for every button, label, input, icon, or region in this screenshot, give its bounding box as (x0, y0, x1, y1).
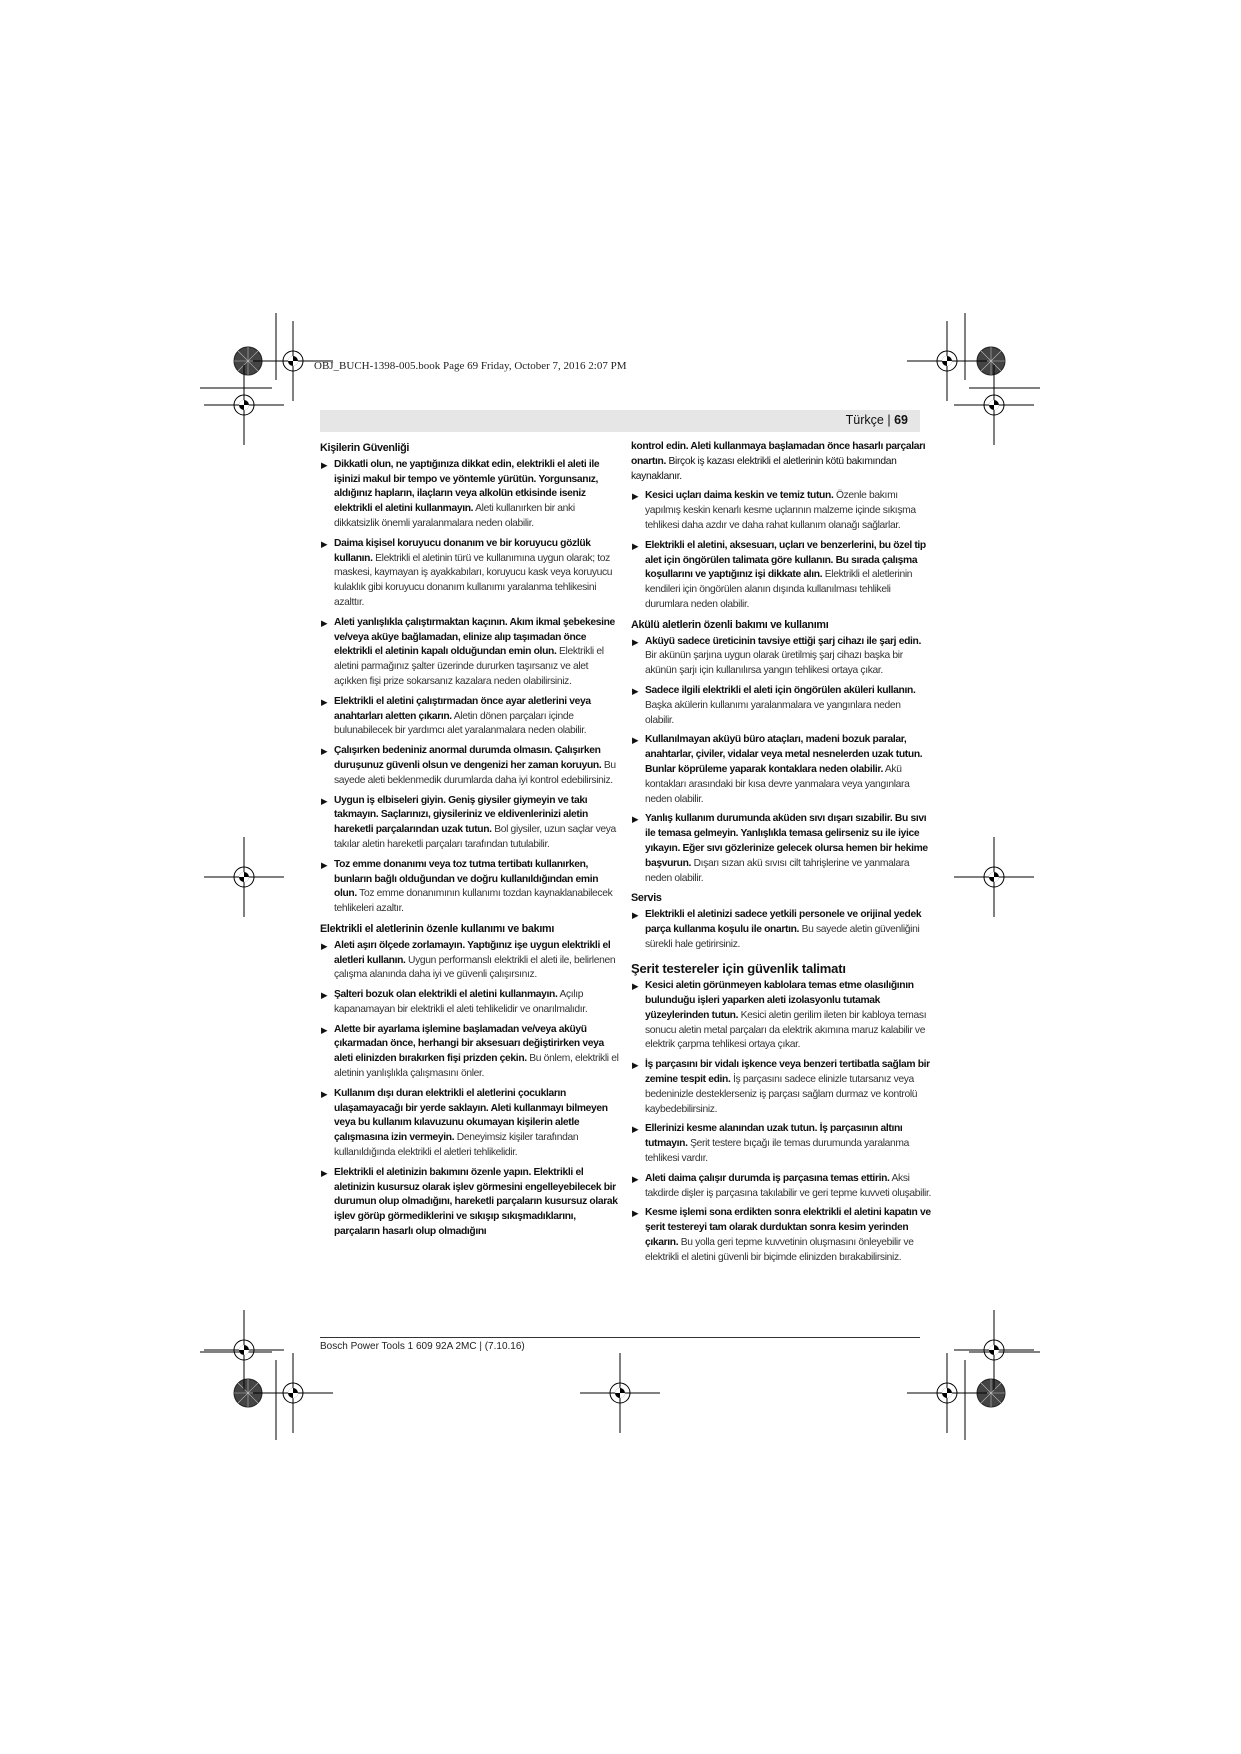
header-separator: | (887, 413, 891, 427)
footer-rule (320, 1337, 920, 1338)
list-item: ▶ Aleti daima çalışır durumda iş parçasına temas ettirin. Aksi takdirde dişler iş parçasına takılabilir ve geri tepme kuvveti oluşabilir. (632, 1172, 932, 1199)
list-item: ▶ Elektrikli el aletinizi sadece yetkili personele ve orijinal yedek parça kullanma koşulu ile onartın. Bu sayede aletin güvenliğini sürekli hale getirirsiniz. (632, 909, 922, 950)
bullet-arrow-icon: ▶ (632, 1173, 639, 1184)
bullet-arrow-icon: ▶ (321, 617, 328, 628)
bullet-arrow-icon: ▶ (321, 795, 328, 806)
list-item: ▶ Toz emme donanımı veya toz tutma tertibatı kullanırken, bunların bağlı olduğundan ve doğru kullanıldığından emin olun. Toz emme donanımının kullanımı tozdan kaynaklanabilecek tehlikeleri azaltır. (321, 858, 613, 915)
bullet-arrow-icon: ▶ (632, 1060, 639, 1071)
list-item: ▶ Aküyü sadece üreticinin tavsiye ettiği şarj cihazı ile şarj edin. Bir akünün şarjına uygun olarak üretilmiş şarj cihazı başka bir akünün şarjı için kullanılırsa yangın tehlikesi ortaya çıkar. (632, 635, 921, 677)
list-item: ▶ Şalteri bozuk olan elektrikli el aletini kullanmayın. Açılıp kapanamayan bir elektrikli el aleti tehlikelidir ve onarılmalıdır. (321, 989, 588, 1015)
book-info: OBJ_BUCH-1398-005.book Page 69 Friday, October 7, 2016 2:07 PM (314, 360, 627, 372)
list-item: ▶ Aleti yanlışlıkla çalıştırmaktan kaçının. Akım ikmal şebekesine ve/veya aküye bağlamadan, elinize alıp taşımadan önce elektrikli el aletinin kapalı olduğundan emin olun. Elektrikli el aletini parmağınız şalter üzerinde dururken taşırsanız ve alet açıkken fişi prize sokarsanız kazalara neden olabilirsiniz. (321, 616, 615, 687)
left-column (320, 440, 620, 1245)
list-item: ▶ Elektrikli el aletini çalıştırmadan önce ayar aletlerini veya anahtarları aletten çıkarın. Aletin dönen parçaları içinde bulunabilecek bir yardımcı alet yaralanmalara neden olabilir. (321, 695, 591, 737)
bullet-arrow-icon: ▶ (632, 685, 639, 696)
list-item: ▶ Aleti aşırı ölçede zorlamayın. Yaptığınız işe uygun elektrikli el aletleri kullanın. Uygun performanslı elektrikli el aleti ile, belirlenen çalışma alanında daha iyi ve güvenli çalışırsınız. (321, 939, 616, 981)
heading-service: Servis (631, 892, 662, 905)
bullet-arrow-icon: ▶ (321, 859, 328, 870)
page-header (320, 410, 920, 432)
list-item: ▶ Alette bir ayarlama işlemine başlamadan ve/veya aküyü çıkarmadan önce, herhangi bir aksesuarı değiştirirken veya aleti elinizden bırakırken fişi prizden çekin. Bu önlem, elektrikli el aletinin yanlışlıkla çalışmasını önler. (321, 1023, 619, 1080)
bullet-arrow-icon: ▶ (321, 459, 328, 470)
bullet-arrow-icon: ▶ (632, 814, 639, 825)
bullet-arrow-icon: ▶ (321, 1024, 328, 1035)
list-item: ▶ Elektrikli el aletini, aksesuarı, uçları ve benzerlerini, bu özel tip alet için öngörülen talimata göre kullanın. Bu sırada çalışma koşullarını ve yaptığınız işi dikkate alın. Elektrikli el aletlerinin kendileri için öngörülen alanın dışında kullanılması tehlikeli durumlara neden olabilir. (632, 539, 926, 610)
bullet-arrow-icon: ▶ (632, 1208, 639, 1219)
bullet-arrow-icon: ▶ (632, 981, 639, 992)
bullet-arrow-icon: ▶ (321, 746, 328, 757)
header-language: Türkçe (845, 413, 884, 427)
bullet-arrow-icon: ▶ (321, 940, 328, 951)
list-item: ▶ Çalışırken bedeniniz anormal durumda olmasın. Çalışırken duruşunuz güvenli olsun ve dengenizi her zaman koruyun. Bu sayede aleti beklenmedik durumlarda daha iyi kontrol edebilirsiniz. (321, 745, 616, 786)
bullet-arrow-icon: ▶ (632, 735, 639, 746)
bullet-arrow-icon: ▶ (632, 1124, 639, 1135)
list-item: ▶ Uygun iş elbiseleri giyin. Geniş giysiler giymeyin ve takı takmayın. Saçlarınızı, giysileriniz ve eldivenlerinizi aletin hareketli parçalarından uzak tutun. Bol giysiler, uzun saçlar veya takılar aletin hareketli parçaları tarafından tutulabilir. (321, 794, 616, 850)
bullet-arrow-icon: ▶ (632, 540, 639, 551)
list-item: ▶ Yanlış kullanım durumunda aküden sıvı dışarı sızabilir. Bu sıvı ile temasa gelmeyin. Yanlışlıkla temasa gelirseniz su ile iyice yıkayın. Eğer sıvı gözlerinize gelecek olursa hemen bir hekime başvurun. Dışarı sızan akü sıvısı cilt tahrişlerine ve yanmalara neden olabilir. (632, 813, 928, 884)
list-item: ▶ Dikkatli olun, ne yaptığınıza dikkat edin, elektrikli el aleti ile işinizi makul bir tempo ve yöntemle yürütün. Yorgunsanız, aldığınız hapların, ilaçların veya alkolün etkisinde iseniz elektrikli el aletini kullanmayın. Aleti kullanırken bir anki dikkatsizlik önemli yaralanmalara neden olabilir. (321, 458, 600, 529)
bullet-arrow-icon: ▶ (632, 636, 639, 647)
list-item: ▶ Kesici aletin görünmeyen kablolara temas etme olasılığının bulunduğu işleri yaparken aleti izolasyonlu tutamak yüzeylerinden tutun. Kesici aletin gerilim ileten bir kabloya teması sonucu aletin metal parçaları da elektrik akımına maruz kalabilir ve elektrik çarpma tehlikesi ortaya çıkar. (632, 980, 927, 1051)
heading-bandsaw-safety: Şerit testereler için güvenlik talimatı (631, 960, 846, 976)
heading-tool-care: Elektrikli el aletlerinin özenle kullanımı ve bakımı (320, 922, 555, 935)
header-text (846, 413, 908, 427)
bullet-arrow-icon: ▶ (321, 1167, 328, 1178)
list-item: ▶ Kullanılmayan aküyü büro ataçları, madeni bozuk paralar, anahtarlar, çiviler, vidalar veya metal nesnelerden uzak tutun. Bunlar köprüleme yaparak kontaklara neden olabilir. Akü kontakları arasındaki bir kısa devre yanmalara veya yangınlara neden olabilir. (632, 734, 923, 805)
bullet-arrow-icon: ▶ (632, 491, 639, 502)
bullet-arrow-icon: ▶ (321, 696, 328, 707)
bullet-arrow-icon: ▶ (632, 910, 639, 921)
bullet-arrow-icon: ▶ (321, 1088, 328, 1099)
page-footer: Bosch Power Tools 1 609 92A 2MC | (7.10.16) (320, 1341, 525, 1352)
list-item: ▶ Kesici uçları daima keskin ve temiz tutun. Özenle bakımı yapılmış keskin kenarlı kesme uçlarının malzeme içinde sıkışma tehlikesi daha azdır ve daha rahat kullanım olanağı sağlarlar. (632, 490, 916, 531)
bullet-arrow-icon: ▶ (321, 990, 328, 1001)
list-item: ▶ Elektrikli el aletinizin bakımını özenle yapın. Elektrikli el aletinizin kusursuz olarak işlev görmesini engelleyebilecek bir durumun olup olmadığını, hareketli parçaların kusursuz olarak işlev görüp görmediklerini ve sıkışıp sıkışmadıklarını, parçaların hasarlı olup olmadığını (321, 1166, 618, 1238)
list-item: ▶ Sadece ilgili elektrikli el aleti için öngörülen aküleri kullanın. Başka akülerin kullanımı yaralanmalara ve yangınlara neden olabilir. (632, 684, 916, 726)
right-column (631, 440, 931, 1271)
heading-personal-safety: Kişilerin Güvenliği (320, 442, 410, 454)
list-item: ▶ İş parçasını bir vidalı işkence veya benzeri tertibatla sağlam bir zemine tespit edin. İş parçasını sadece elinizle tutarsanız veya bedeninizle desteklerseniz iş parçası sağlam durmaz ve kontrolü kaybedebilirsiniz. (632, 1059, 930, 1115)
list-item: ▶ Ellerinizi kesme alanından uzak tutun. İş parçasının altını tutmayın. Şerit testere bıçağı ile temas durumunda yaralanma tehlikesi vardır. (632, 1123, 910, 1165)
bullet-arrow-icon: ▶ (321, 538, 328, 549)
list-item: ▶ Kesme işlemi sona erdikten sonra elektrikli el aletini kapatın ve şerit testereyi tam olarak durduktan sonra kesim yerinden çıkarın. Bu yolla geri tepme kuvvetinin oluşmasını önleyebilir ve elektrikli el aletini güvenli bir biçimde elinizden bırakabilirsiniz. (632, 1207, 931, 1263)
page-number: 69 (894, 413, 908, 427)
list-item: ▶ Daima kişisel koruyucu donanım ve bir koruyucu gözlük kullanın. Elektrikli el aletinin türü ve kullanımına uygun olarak; toz maskesi, kaymayan iş ayakkabıları, koruyucu kask veya koruyucu kulaklık gibi koruyucu donanım kullanımı yaralanma tehlikesini azalttır. (321, 537, 613, 608)
heading-battery-care: Akülü aletlerin özenli bakımı ve kullanımı (631, 618, 829, 631)
continued-paragraph: kontrol edin. Aleti kullanmaya başlamadan önce hasarlı parçaları onartın. Birçok iş kazası elektrikli el aletlerinin kötü bakımından kaynaklanır. (631, 441, 926, 482)
list-item: ▶ Kullanım dışı duran elektrikli el aletlerini çocukların ulaşamayacağı bir yerde saklayın. Aleti kullanmayı bilmeyen veya bu kullanım kılavuzunu okumayan kişilerin aletle çalışmasına izin vermeyin. Deneyimsiz kişiler tarafından kullanıldığında elektrikli el aletleri tehlikelidir. (321, 1087, 608, 1159)
